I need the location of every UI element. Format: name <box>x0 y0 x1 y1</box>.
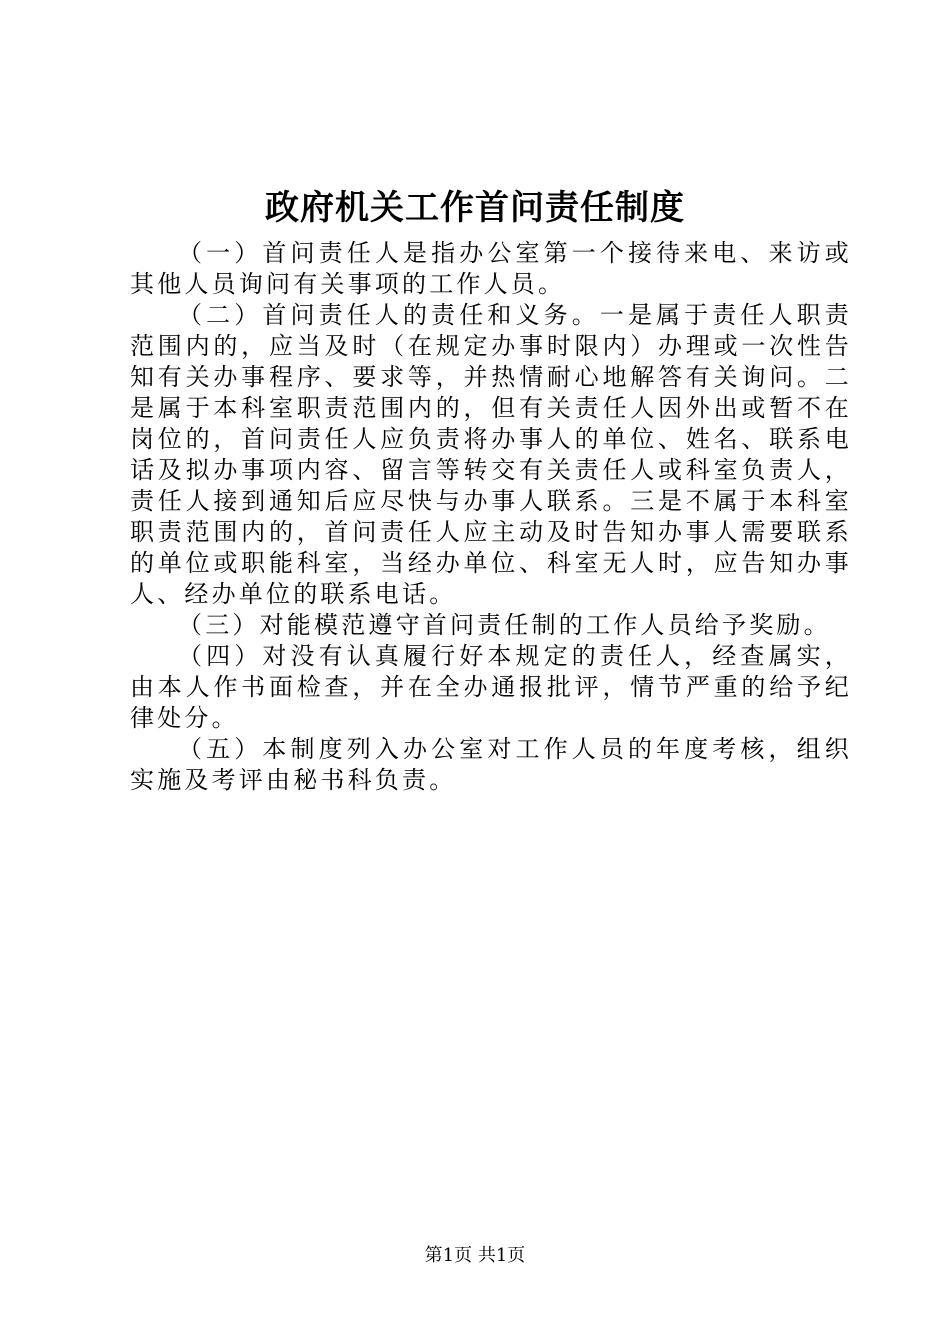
paragraph-5: （五）本制度列入办公室对工作人员的年度考核，组织实施及考评由秘书科负责。 <box>130 735 852 794</box>
paragraph-1: （一）首问责任人是指办公室第一个接待来电、来访或其他人员询问有关事项的工作人员。 <box>130 239 852 298</box>
paragraph-3: （三）对能模范遵守首问责任制的工作人员给予奖励。 <box>178 611 831 639</box>
page-footer: 第1页 共1页 <box>424 1245 526 1266</box>
paragraph-4: （四）对没有认真履行好本规定的责任人，经查属实，由本人作书面检查，并在全办通报批评，情节严重的给予纪律处分。 <box>130 642 852 732</box>
document-title: 政府机关工作首问责任制度 <box>265 188 685 228</box>
document-body <box>130 238 852 796</box>
paragraph-2: （二）首问责任人的责任和义务。一是属于责任人职责范围内的，应当及时（在规定办事时限内）办理或一次性告知有关办事程序、要求等，并热情耐心地解答有关询问。二是属于本科室职责范围内的，但有关责任人因外出或暂不在岗位的，首问责任人应负责将办事人的单位、姓名、联系电话及拟办事项内容、留言等转交有关责任人或科室负责人，责任人接到通知后应尽快与办事人联系。三是不属于本科室职责范围内的，首问责任人应主动及时告知办事人需要联系的单位或职能科室，当经办单位、科室无人时，应告知办事人、经办单位的联系电话。 <box>130 301 852 608</box>
